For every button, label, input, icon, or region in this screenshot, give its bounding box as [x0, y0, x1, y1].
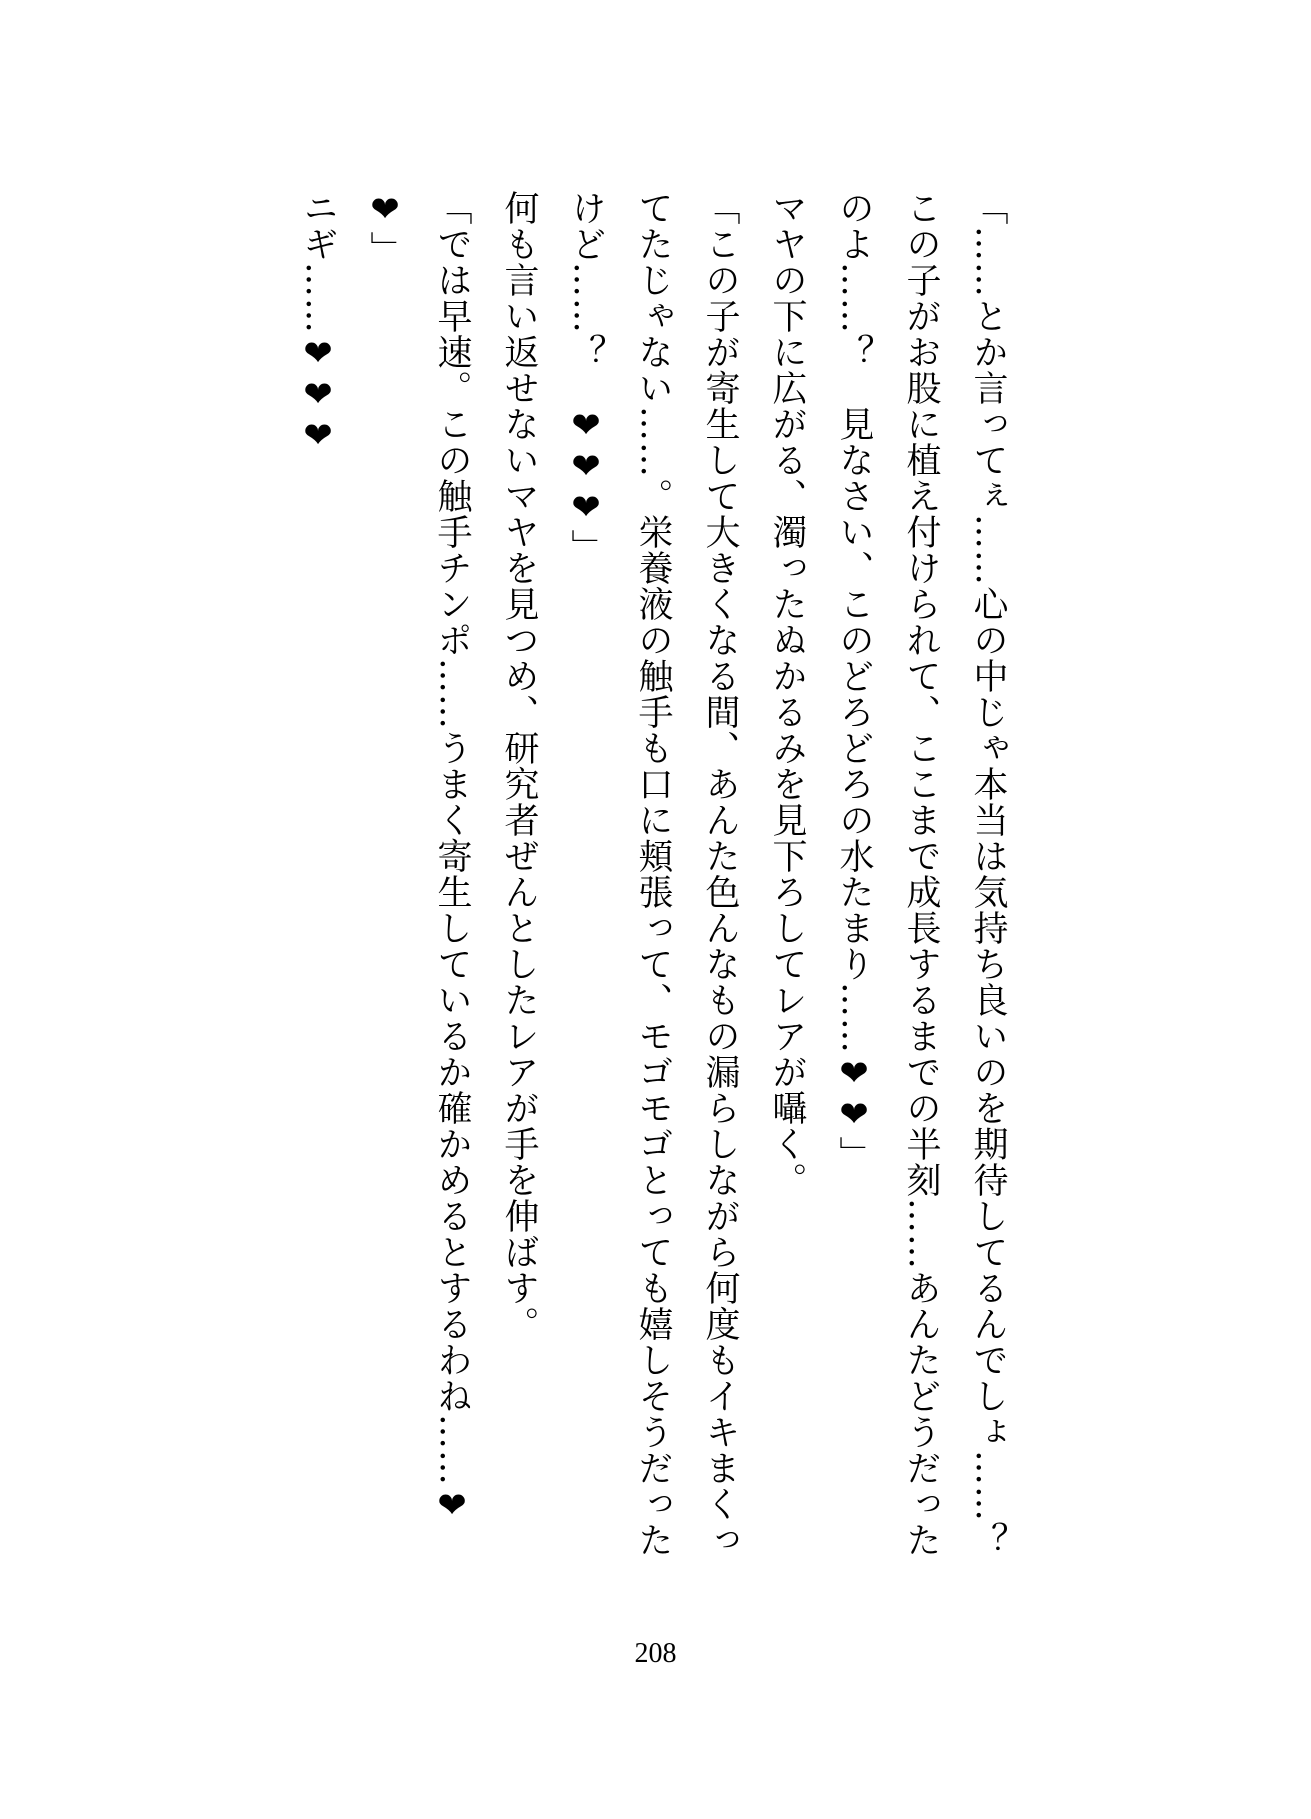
- paragraph-dialogue-1: 「……とか言ってぇ……心の中じゃ本当は気持ち良いのを期待してるんでしょ……？ この子がお股に植え付けられて、ここまで成長するまでの半刻……あんたどうだったのよ……？ 見なさい、このどろどろの水たまり……❤❤」: [834, 190, 1008, 1594]
- paragraph-dialogue-3: 「では早速。この触手チンポ……うまく寄生しているか確かめるとするわね……❤❤」: [365, 190, 472, 1527]
- paragraph-narration-1: マヤの下に広がる、濁ったぬかるみを見下ろしてレアが囁く。: [767, 190, 807, 1198]
- paragraph-narration-2: 何も言い返せないマヤを見つめ、研究者ぜんとしたレアが手を伸ばす。: [499, 190, 539, 1342]
- paragraph-dialogue-2: 「この子が寄生して大きくなる間、あんた色んなもの漏らしながら何度もイキまくってたじゃない……。栄養液の触手も口に頬張って、モゴモゴとっても嬉しそうだったけど……？ ❤❤❤」: [566, 190, 740, 1558]
- paragraph-sound-effect: ニギ……❤❤❤: [298, 190, 338, 457]
- vertical-text-body: [241, 190, 1021, 1594]
- page-number: 208: [634, 1638, 677, 1669]
